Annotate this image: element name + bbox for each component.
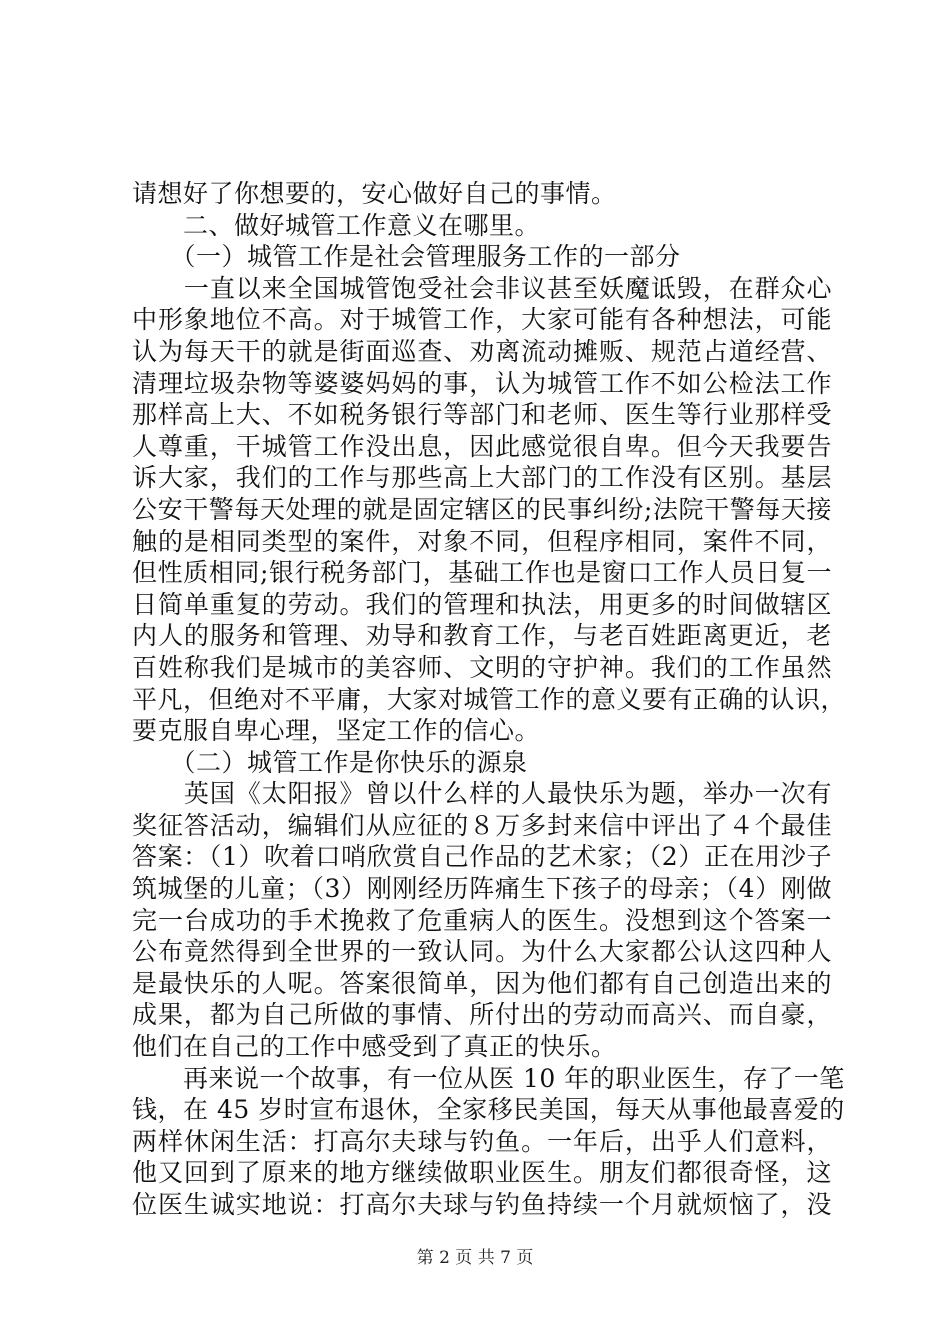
subsection-heading: （一）城管工作是社会管理服务工作的一部分	[132, 242, 681, 272]
text-line: 清理垃圾杂物等婆婆妈妈的事，认为城管工作不如公检法工作	[132, 368, 832, 398]
text-line: 请想好了你想要的，安心做好自己的事情。	[132, 179, 617, 208]
text-line: 成果，都为自己所做的事情、所付出的劳动而高兴、而自豪，	[132, 1000, 832, 1030]
text-line: 百姓称我们是城市的美容师、文明的守护神。我们的工作虽然	[132, 652, 832, 682]
subsection-heading: （二）城管工作是你快乐的源泉	[132, 747, 528, 777]
text-line: 钱，在 45 岁时宣布退休，全家移民美国，每天从事他最喜爱的	[132, 1095, 845, 1125]
text-line: 再来说一个故事，有一位从医 10 年的职业医生，存了一笔	[132, 1063, 845, 1093]
text-line: 是最快乐的人呢。答案很简单，因为他们都有自己创造出来的	[132, 968, 832, 998]
text-line: 完一台成功的手术挽救了危重病人的医生。没想到这个答案一	[132, 905, 832, 935]
document-body	[132, 178, 847, 1221]
text-line: 公安干警每天处理的就是固定辖区的民事纠纷;法院干警每天接	[132, 494, 832, 524]
text-line: 位医生诚实地说：打高尔夫球与钓鱼持续一个月就烦恼了，没	[132, 1190, 832, 1219]
section-heading: 二、做好城管工作意义在哪里。	[132, 210, 541, 240]
text-line: 诉大家，我们的工作与那些高上大部门的工作没有区别。基层	[132, 463, 832, 493]
page-footer: 第 2 页 共 7 页	[416, 1248, 534, 1268]
text-line: 两样休闲生活：打高尔夫球与钓鱼。一年后，出乎人们意料，	[132, 1126, 832, 1156]
text-line: 但性质相同;银行税务部门，基础工作也是窗口工作人员日复一	[132, 558, 832, 588]
text-line: 中形象地位不高。对于城管工作，大家可能有各种想法，可能	[132, 305, 832, 335]
text-line: 人尊重，干城管工作没出息，因此感觉很自卑。但今天我要告	[132, 431, 832, 461]
text-line: 认为每天干的就是街面巡查、劝离流动摊贩、规范占道经营、	[132, 336, 832, 366]
text-line: 答案：（1）吹着口哨欣赏自己作品的艺术家；（2）正在用沙子	[132, 842, 832, 872]
text-line: 平凡，但绝对不平庸，大家对城管工作的意义要有正确的认识，	[132, 684, 847, 714]
text-line: 触的是相同类型的案件，对象不同，但程序相同，案件不同，	[132, 526, 832, 556]
text-line: 一直以来全国城管饱受社会非议甚至妖魔诋毁，在群众心	[132, 273, 832, 303]
text-line: 内人的服务和管理、劝导和教育工作，与老百姓距离更近，老	[132, 621, 832, 651]
text-line: 他们在自己的工作中感受到了真正的快乐。	[132, 1032, 617, 1062]
text-line: 他又回到了原来的地方继续做职业医生。朋友们都很奇怪，这	[132, 1158, 832, 1188]
text-line: 奖征答活动，编辑们从应征的８万多封来信中评出了４个最佳	[132, 810, 832, 840]
text-line: 那样高上大、不如税务银行等部门和老师、医生等行业那样受	[132, 400, 832, 430]
text-line: 筑城堡的儿童；（3）刚刚经历阵痛生下孩子的母亲；（4）刚做	[132, 874, 832, 904]
text-line: 公布竟然得到全世界的一致认同。为什么大家都公认这四种人	[132, 937, 832, 967]
text-line: 要克服自卑心理，坚定工作的信心。	[132, 716, 541, 746]
text-line: 日简单重复的劳动。我们的管理和执法，用更多的时间做辖区	[132, 589, 832, 619]
text-line: 英国《太阳报》曾以什么样的人最快乐为题，举办一次有	[132, 779, 832, 809]
